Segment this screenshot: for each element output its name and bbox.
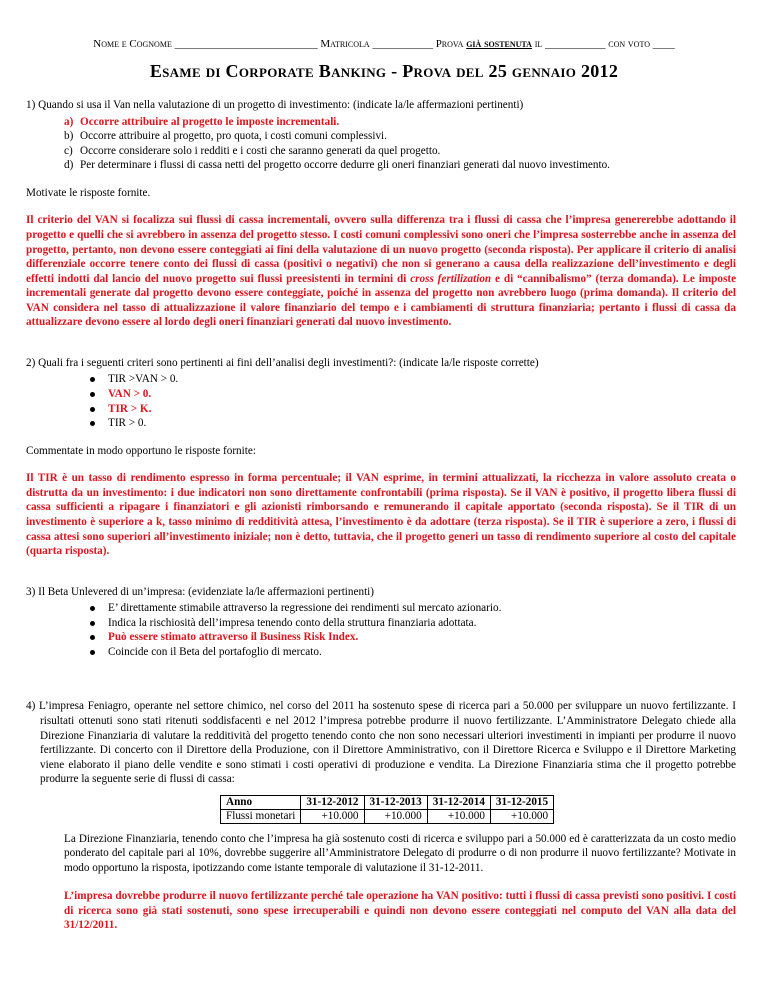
q2-option-1: TIR >VAN > 0. [90,372,736,387]
nome-blank: __________________________ [174,38,318,50]
q3-option-1: E’ direttamente stimabile attraverso la regressione dei rendimenti sul mercato azionario. [90,601,736,616]
q3-option-2: Indica la rischiosità dell’impresa tenendo conto della struttura finanziaria adottata. [90,616,736,631]
q2-option-4: TIR > 0. [90,416,736,431]
question-3-options [90,601,736,659]
q2-option-2: VAN > 0. [90,387,736,402]
exam-title: Esame di Corporate Banking - Prova del 25 gennaio 2012 [149,61,619,81]
q1-prompt: Motivate le risposte fornite. [26,186,151,199]
option-label: c) [64,144,73,157]
question-1: 1) Quando si usa il Van nella valutazione di un progetto di investimento: (indicate la/le affermazioni pertinenti) [26,99,524,111]
q1-answer-italic: cross fertilization [410,272,492,285]
q1-answer [26,213,736,330]
option-text: Occorre attribuire al progetto le imposte incrementali. [80,115,340,128]
q4-answer: L’impresa dovrebbe produrre il nuovo fertilizzante perché tale operazione ha VAN positivo: tutti i flussi di cassa previsti sono positivi. I costi di ricerca sono già stati sostenuti, sono spese irrecuperabili e quindi non devono essere conteggiati nel computo del VAN alla data del 31/12/2011. [64,890,736,932]
table-row [221,795,554,809]
question-1-options [64,115,736,173]
table-year-cell: 31-12-2015 [490,795,553,809]
gia-sostenuta-label: già sostenuta [466,38,532,50]
q1-option-d [64,158,736,173]
table-row [221,809,554,823]
option-label: b) [64,130,74,143]
q3-option-4: Coincide con il Beta del portafoglio di mercato. [90,645,736,660]
option-text: Occorre attribuire al progetto, pro quota, i costi comuni complessivi. [80,130,387,143]
question-2: 2) Quali fra i seguenti criteri sono pertinenti ai fini dell’analisi degli investimenti?: (indicate la/le risposte corrette) [26,356,539,369]
table-flow-cell: +10.000 [427,809,490,823]
q3-option-3: Può essere stimato attraverso il Business Risk Index. [90,630,736,645]
matricola-label: Matricola [320,38,370,50]
table-row-label-flussi: Flussi monetari [221,809,301,823]
exam-content [26,98,736,933]
option-label: a) [64,115,74,128]
option-text: Per determinare i flussi di cassa netti del progetto occorre dedurre gli oneri finanziari generati dal nuovo investimento. [80,159,610,172]
q1-option-a [64,115,736,130]
option-label: d) [64,159,74,172]
q2-answer: Il TIR è un tasso di rendimento espresso in forma percentuale; il VAN esprime, in termini attualizzati, la ricchezza in valore assoluto creata o distrutta da un investimento: i due indicatori non sono direttamente confrontabili (prima risposta). Se il VAN è positivo, il progetto libera flussi di cassa sufficienti a ripagare i finanziatori e gli azionisti rimborsando e remunerando il capitale apportato (seconda risposta). Se il TIR di un investimento è superiore a k, tasso minimo di redditività attesa, l’investimento è da adottare (terza risposta). Se il TIR è superiore a zero, i flussi di cassa attesi sono superiori all’investimento iniziale; non è detto, tuttavia, che il progetto generi un tasso di rendimento superiore al costo del capitale (quarta risposta). [26,472,736,558]
table-flow-cell: +10.000 [490,809,553,823]
question-4: 4) L’impresa Feniagro, operante nel settore chimico, nel corso del 2011 ha sostenuto spese di ricerca pari a 50.000 per sviluppare un nuovo fertilizzante. I risultati ottenuti sono stati ritenuti soddisfacenti e nel 2012 l’impresa potrebbe produrre il nuovo fertilizzante. L’Amministratore Delegato chiede alla Direzione Finanziaria di valutare la redditività del progetto tenendo conto che non sono necessari ulteriori investimenti in impianti per produrre il nuovo fertilizzante. Di concerto con il Direttore della Produzione, con il Direttore Amministrativo, con il Direttore Ricerca e Sviluppo e il Direttore Marketing viene elaborato il piano delle vendite e sono stimati i costi operativi di produzione e vendita. La Direzione Finanziaria stima che il progetto potrebbe produrre la seguente serie di flussi di cassa: [26,700,736,786]
q2-prompt: Commentate in modo opportuno le risposte fornite: [26,444,256,457]
table-row-label-anno: Anno [221,795,301,809]
q1-option-c [64,144,736,159]
nome-label: Nome e Cognome [93,38,172,50]
q2-option-3: TIR > K. [90,402,736,417]
student-header [36,37,732,51]
con-voto-label: con voto [608,38,650,50]
voto-blank: ____ [652,38,675,50]
table-year-cell: 31-12-2013 [364,795,427,809]
question-2-options [90,372,736,430]
q1-option-b [64,129,736,144]
il-label: il [534,38,543,50]
table-flow-cell: +10.000 [364,809,427,823]
q1-answer-part-2: e di “cannibalismo” (terza domanda). Le imposte incrementali generate dal progetto devono essere conteggiate, poiché in assenza del progetto non avrebbero luogo (prima domanda). Il criterio del VAN considera nel tasso di attualizzazione il valore finanziario del tempo e i cambiamenti di struttura finanziaria; pertanto i flussi di cassa da attualizzare devono essere al lordo degli oneri finanziari generati dal nuovo investimento. [26,272,737,329]
il-blank: ___________ [545,38,606,50]
table-year-cell: 31-12-2014 [427,795,490,809]
q1-answer-part-1: Il criterio del VAN si focalizza sui flussi di cassa incrementali, ovvero sulla differenza tra i flussi di cassa che l’impresa genererebbe adottando il progetto e quelli che si avrebbero in assenza del progetto stesso. I costi comuni complessivi sono oneri che l’impresa sosterrebbe anche in assenza del progetto, pertanto, non devono essere conteggiati ai fini della valutazione di un nuovo progetto (seconda risposta). Per applicare il criterio di analisi differenziale occorre tenere conto dei flussi di cassa (positivi o negativi) che non si generano a causa della realizzazione dell’investimento e degli effetti indotti dal lancio del nuovo progetto sui flussi preesistenti in termini di [26,214,736,285]
matricola-blank: ___________ [372,38,433,50]
question-3: 3) Il Beta Unlevered di un’impresa: (evidenziate la/le affermazioni pertinenti) [26,585,375,598]
q4-followup: La Direzione Finanziaria, tenendo conto che l’impresa ha già sostenuto costi di ricerca e sviluppo pari a 50.000 ed è caratterizzata da un costo medio ponderato del capitale pari al 10%, dovrebbe suggerire all’Amministratore Delegato di produrre o di non produrre il nuovo fertilizzante? Motivate in modo opportuno la risposta, ipotizzando come istante temporale di valutazione il 31-12-2011. [64,832,736,874]
table-flow-cell: +10.000 [301,809,364,823]
table-year-cell: 31-12-2012 [301,795,364,809]
cash-flow-table [220,795,554,824]
option-text: Occorre considerare solo i redditi e i costi che saranno generati da quel progetto. [80,144,441,157]
prova-label: Prova [435,38,464,50]
